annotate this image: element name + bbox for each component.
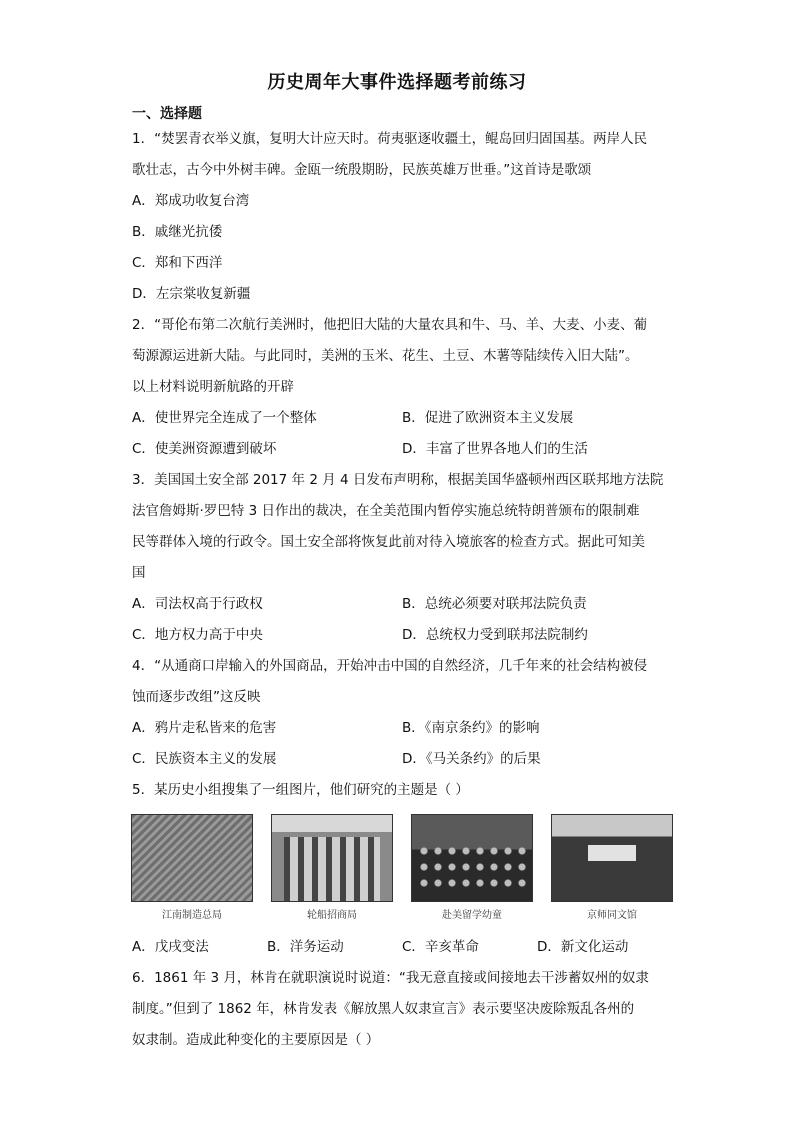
option: C．郑和下西洋 — [132, 255, 223, 271]
question-4 — [132, 651, 672, 775]
question-1 — [132, 124, 672, 310]
photo-caption: 轮船招商局 — [307, 910, 357, 921]
factory-photo — [131, 814, 253, 902]
question-text: 5．某历史小组搜集了一组图片，他们研究的主题是（ ） — [132, 782, 469, 798]
option: B．《南京条约》的影响 — [402, 720, 540, 736]
question-6 — [132, 963, 672, 1056]
option: A．鸦片走私皆来的危害 — [132, 720, 277, 736]
option-row — [132, 403, 672, 434]
option: A．戊戌变法 — [132, 939, 209, 955]
option-row — [132, 620, 672, 651]
question-text: 1．“焚罢青衣举义旗，复明大计应天时。荷夷驱逐收疆土，鲲岛回归固国基。两岸人民 — [132, 131, 648, 147]
option: B．戚继光抗倭 — [132, 224, 223, 240]
photo-4 — [552, 814, 672, 926]
option: D．总统权力受到联邦法院制约 — [402, 627, 588, 643]
option: A．司法权高于行政权 — [132, 596, 263, 612]
option: C．民族资本主义的发展 — [132, 751, 277, 767]
question-text: 6．1861 年 3 月，林肯在就职演说时说道：“我无意直接或间接地去干涉蓄奴州的奴隶 — [132, 970, 649, 986]
photo-1 — [132, 814, 252, 926]
option-row — [132, 434, 672, 465]
question-text: 萄源源运进新大陆。与此同时，美洲的玉米、花生、土豆、木薯等陆续传入旧大陆”。 — [132, 348, 639, 364]
option: D．左宗棠收复新疆 — [132, 286, 251, 302]
question-2 — [132, 310, 672, 465]
question-text: 奴隶制。造成此种变化的主要原因是（ ） — [132, 1032, 380, 1048]
photo-caption: 赴美留学幼童 — [442, 910, 502, 921]
question-text: 3．美国国土安全部 2017 年 2 月 4 日发布声明称，根据美国华盛顿州西区联邦地方法院 — [132, 472, 664, 488]
option: C．使美洲资源遭到破坏 — [132, 441, 277, 457]
photo-caption: 江南制造总局 — [162, 910, 222, 921]
option: D．新文化运动 — [537, 939, 629, 955]
section-heading: 一、选择题 — [132, 106, 202, 122]
question-5 — [132, 775, 672, 963]
option: B．洋务运动 — [267, 939, 344, 955]
option: A．使世界完全连成了一个整体 — [132, 410, 317, 426]
option: C．辛亥革命 — [402, 939, 479, 955]
building-photo — [271, 814, 393, 902]
option: C．地方权力高于中央 — [132, 627, 263, 643]
option: A．郑成功收复台湾 — [132, 193, 250, 209]
option: B．促进了欧洲资本主义发展 — [402, 410, 574, 426]
question-text: 制度。”但到了 1862 年，林肯发表《解放黑人奴隶宣言》表示要坚决废除叛乱各州的 — [132, 1001, 635, 1017]
photo-3 — [412, 814, 532, 926]
option-row — [132, 589, 672, 620]
photo-2 — [272, 814, 392, 926]
question-text: 蚀而逐步改组”这反映 — [132, 689, 261, 705]
gate-photo — [551, 814, 673, 902]
option-row — [132, 744, 672, 775]
option: B．总统必须要对联邦法院负责 — [402, 596, 587, 612]
image-strip — [132, 814, 672, 926]
question-text: 4．“从通商口岸输入的外国商品，开始冲击中国的自然经济，几千年来的社会结构被侵 — [132, 658, 648, 674]
question-text: 以上材料说明新航路的开辟 — [132, 379, 294, 395]
question-list — [132, 124, 672, 1056]
question-text: 民等群体入境的行政令。国土安全部将恢复此前对待入境旅客的检查方式。据此可知美 — [132, 534, 645, 550]
option-row — [132, 932, 672, 963]
photo-caption: 京师同文馆 — [587, 910, 637, 921]
question-text: 歌壮志，古今中外树丰碑。金瓯一统殷期盼，民族英雄万世垂。”这首诗是歌颂 — [132, 162, 592, 178]
question-text: 2．“哥伦布第二次航行美洲时，他把旧大陆的大量农具和牛、马、羊、大麦、小麦、葡 — [132, 317, 648, 333]
option-row — [132, 713, 672, 744]
question-text: 法官詹姆斯·罗巴特 3 日作出的裁决，在全美范围内暂停实施总统特朗普颁布的限制难 — [132, 503, 640, 519]
option: D．《马关条约》的后果 — [402, 751, 541, 767]
page-title: 历史周年大事件选择题考前练习 — [267, 72, 527, 93]
question-text: 国 — [132, 565, 146, 581]
option: D．丰富了世界各地人们的生活 — [402, 441, 588, 457]
question-3 — [132, 465, 672, 651]
group-photo — [411, 814, 533, 902]
